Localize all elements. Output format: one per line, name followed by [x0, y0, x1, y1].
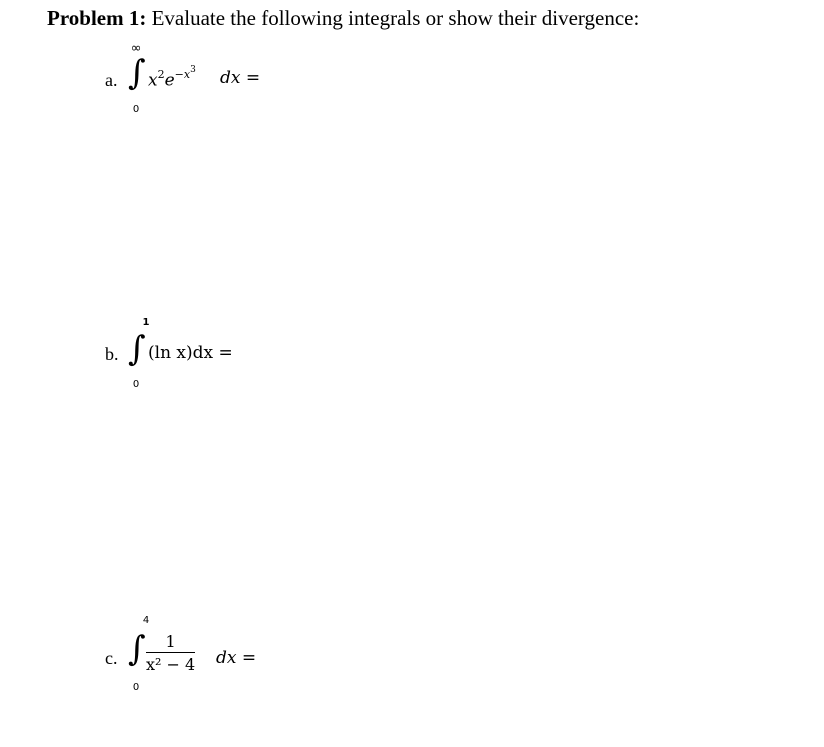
- item-label-c: c.: [105, 648, 118, 668]
- differential-c: dx =: [216, 648, 257, 668]
- numerator-c: 1: [146, 632, 195, 653]
- integrand-b: (ln x)dx =: [148, 343, 233, 363]
- integral-b: [0, 312, 824, 412]
- problem-instructions: Evaluate the following integrals or show their divergence:: [146, 6, 640, 30]
- lower-limit-c: 0: [132, 682, 140, 693]
- fraction-c: [146, 632, 195, 674]
- integral-sign-b: ∫: [128, 329, 146, 369]
- upper-limit-a: ∞: [130, 41, 142, 56]
- item-label-b: b.: [105, 344, 119, 364]
- differential-a: dx =: [220, 68, 261, 88]
- upper-limit-b: 1: [142, 317, 150, 328]
- integral-sign-c: ∫: [128, 629, 146, 669]
- lower-limit-b: 0: [132, 379, 140, 390]
- upper-limit-c: 4: [142, 615, 150, 626]
- denominator-c: x² − 4: [146, 655, 196, 674]
- integral-a: [0, 38, 824, 138]
- lower-limit-a: 0: [132, 104, 140, 115]
- integral-c: [0, 608, 824, 718]
- integrand-a: $x^2e^{-x^3}$: [148, 65, 196, 91]
- problem-number: Problem 1:: [47, 6, 147, 30]
- item-label-a: a.: [105, 70, 118, 90]
- integral-sign-a: ∫: [128, 53, 146, 93]
- problem-heading: [47, 6, 639, 31]
